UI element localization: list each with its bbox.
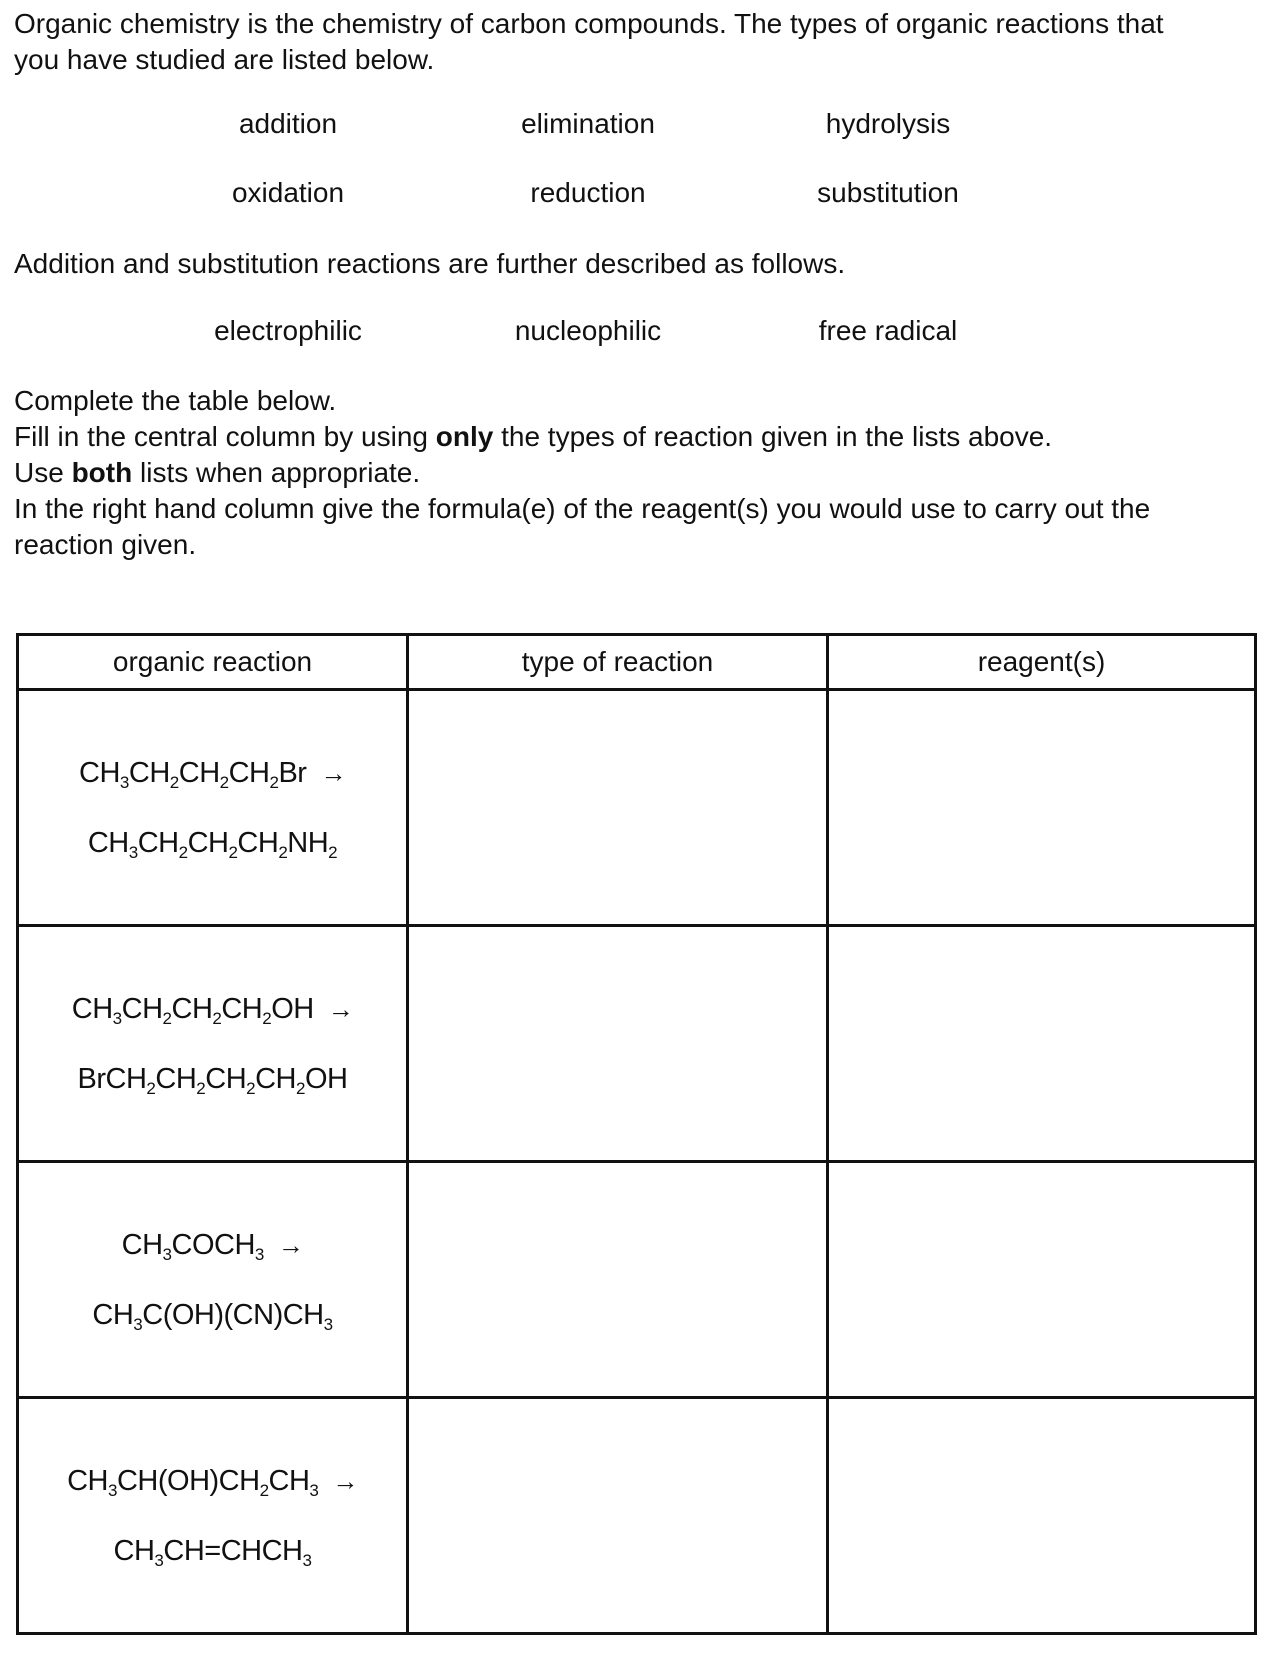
- reaction-type-hydrolysis: hydrolysis: [825, 108, 951, 139]
- further-intro: Addition and substitution reactions are further described as follows.: [14, 248, 846, 279]
- descriptors-row: [14, 315, 1258, 349]
- instruction-text: Use: [14, 457, 72, 488]
- product-formula: $CH_3CH=CHCH_3$: [113, 1534, 312, 1570]
- header-organic-reaction: organic reaction: [18, 635, 408, 690]
- reagents-cell[interactable]: [828, 690, 1256, 926]
- intro-text: [14, 6, 1258, 78]
- table-row: [18, 1398, 1256, 1634]
- organic-reaction-cell: [18, 1162, 408, 1398]
- question-page: [14, 6, 1258, 563]
- header-type-of-reaction: type of reaction: [408, 635, 828, 690]
- header-reagents: reagent(s): [828, 635, 1256, 690]
- reactant-formula: $CH_3COCH_3$ →: [121, 1228, 304, 1264]
- table-row: [18, 1162, 1256, 1398]
- emphasis-both: both: [71, 457, 133, 488]
- organic-reaction-cell: [18, 690, 408, 926]
- reaction-type-addition: addition: [238, 108, 338, 139]
- reaction-type-substitution: substitution: [817, 177, 959, 208]
- reagents-cell[interactable]: [828, 1398, 1256, 1634]
- descriptor-nucleophilic: nucleophilic: [514, 315, 662, 346]
- product-formula: $CH_3C(OH)(CN)CH_3$: [92, 1298, 333, 1334]
- reaction-type-elimination: elimination: [521, 108, 655, 139]
- product-formula: $CH_3CH_2CH_2CH_2NH_2$: [87, 826, 338, 862]
- table-header-row: [18, 635, 1256, 690]
- reaction-table: [16, 633, 1257, 1635]
- instruction-line-5: reaction given.: [14, 529, 197, 560]
- product-formula: $BrCH_2CH_2CH_2CH_2OH$: [77, 1062, 348, 1098]
- descriptor-electrophilic: electrophilic: [214, 315, 362, 346]
- instructions: [14, 383, 1258, 563]
- reactant-formula: $CH_3CH(OH)CH_2CH_3$ →: [67, 1464, 358, 1500]
- reaction-arrow-icon: →: [332, 1465, 358, 1496]
- reaction-arrow-icon: →: [320, 757, 346, 788]
- intro-line-2: you have studied are listed below.: [14, 44, 435, 75]
- reagents-cell[interactable]: [828, 926, 1256, 1162]
- reaction-arrow-icon: →: [327, 993, 354, 1024]
- type-of-reaction-cell[interactable]: [408, 1162, 828, 1398]
- table-row: [18, 926, 1256, 1162]
- intro-line-1: Organic chemistry is the chemistry of carbon compounds. The types of organic reactions that: [14, 8, 1164, 39]
- emphasis-only: only: [435, 421, 494, 452]
- table-row: [18, 690, 1256, 926]
- reaction-type-reduction: reduction: [530, 177, 646, 208]
- instruction-line-3: [14, 455, 1258, 491]
- reaction-types-row-2: [14, 177, 1258, 211]
- organic-reaction-cell: [18, 1398, 408, 1634]
- instruction-line-4: In the right hand column give the formula(e) of the reagent(s) you would use to carry out the: [14, 493, 1151, 524]
- reaction-type-oxidation: oxidation: [231, 177, 345, 208]
- instruction-text: Fill in the central column by using: [14, 421, 436, 452]
- reactant-formula: $CH_3CH_2CH_2CH_2Br$ →: [79, 756, 346, 792]
- organic-reaction-cell: [18, 926, 408, 1162]
- reaction-types-row-1: [14, 108, 1258, 142]
- type-of-reaction-cell[interactable]: [408, 926, 828, 1162]
- instruction-text: lists when appropriate.: [132, 457, 421, 488]
- reactant-formula: $CH_3CH_2CH_2CH_2OH$ →: [71, 992, 354, 1028]
- reagents-cell[interactable]: [828, 1162, 1256, 1398]
- instruction-line-1: Complete the table below.: [14, 385, 337, 416]
- type-of-reaction-cell[interactable]: [408, 1398, 828, 1634]
- instruction-text: the types of reaction given in the lists above.: [493, 421, 1053, 452]
- type-of-reaction-cell[interactable]: [408, 690, 828, 926]
- reaction-arrow-icon: →: [277, 1229, 304, 1260]
- instruction-line-2: [14, 419, 1258, 455]
- descriptor-free-radical: free radical: [818, 315, 958, 346]
